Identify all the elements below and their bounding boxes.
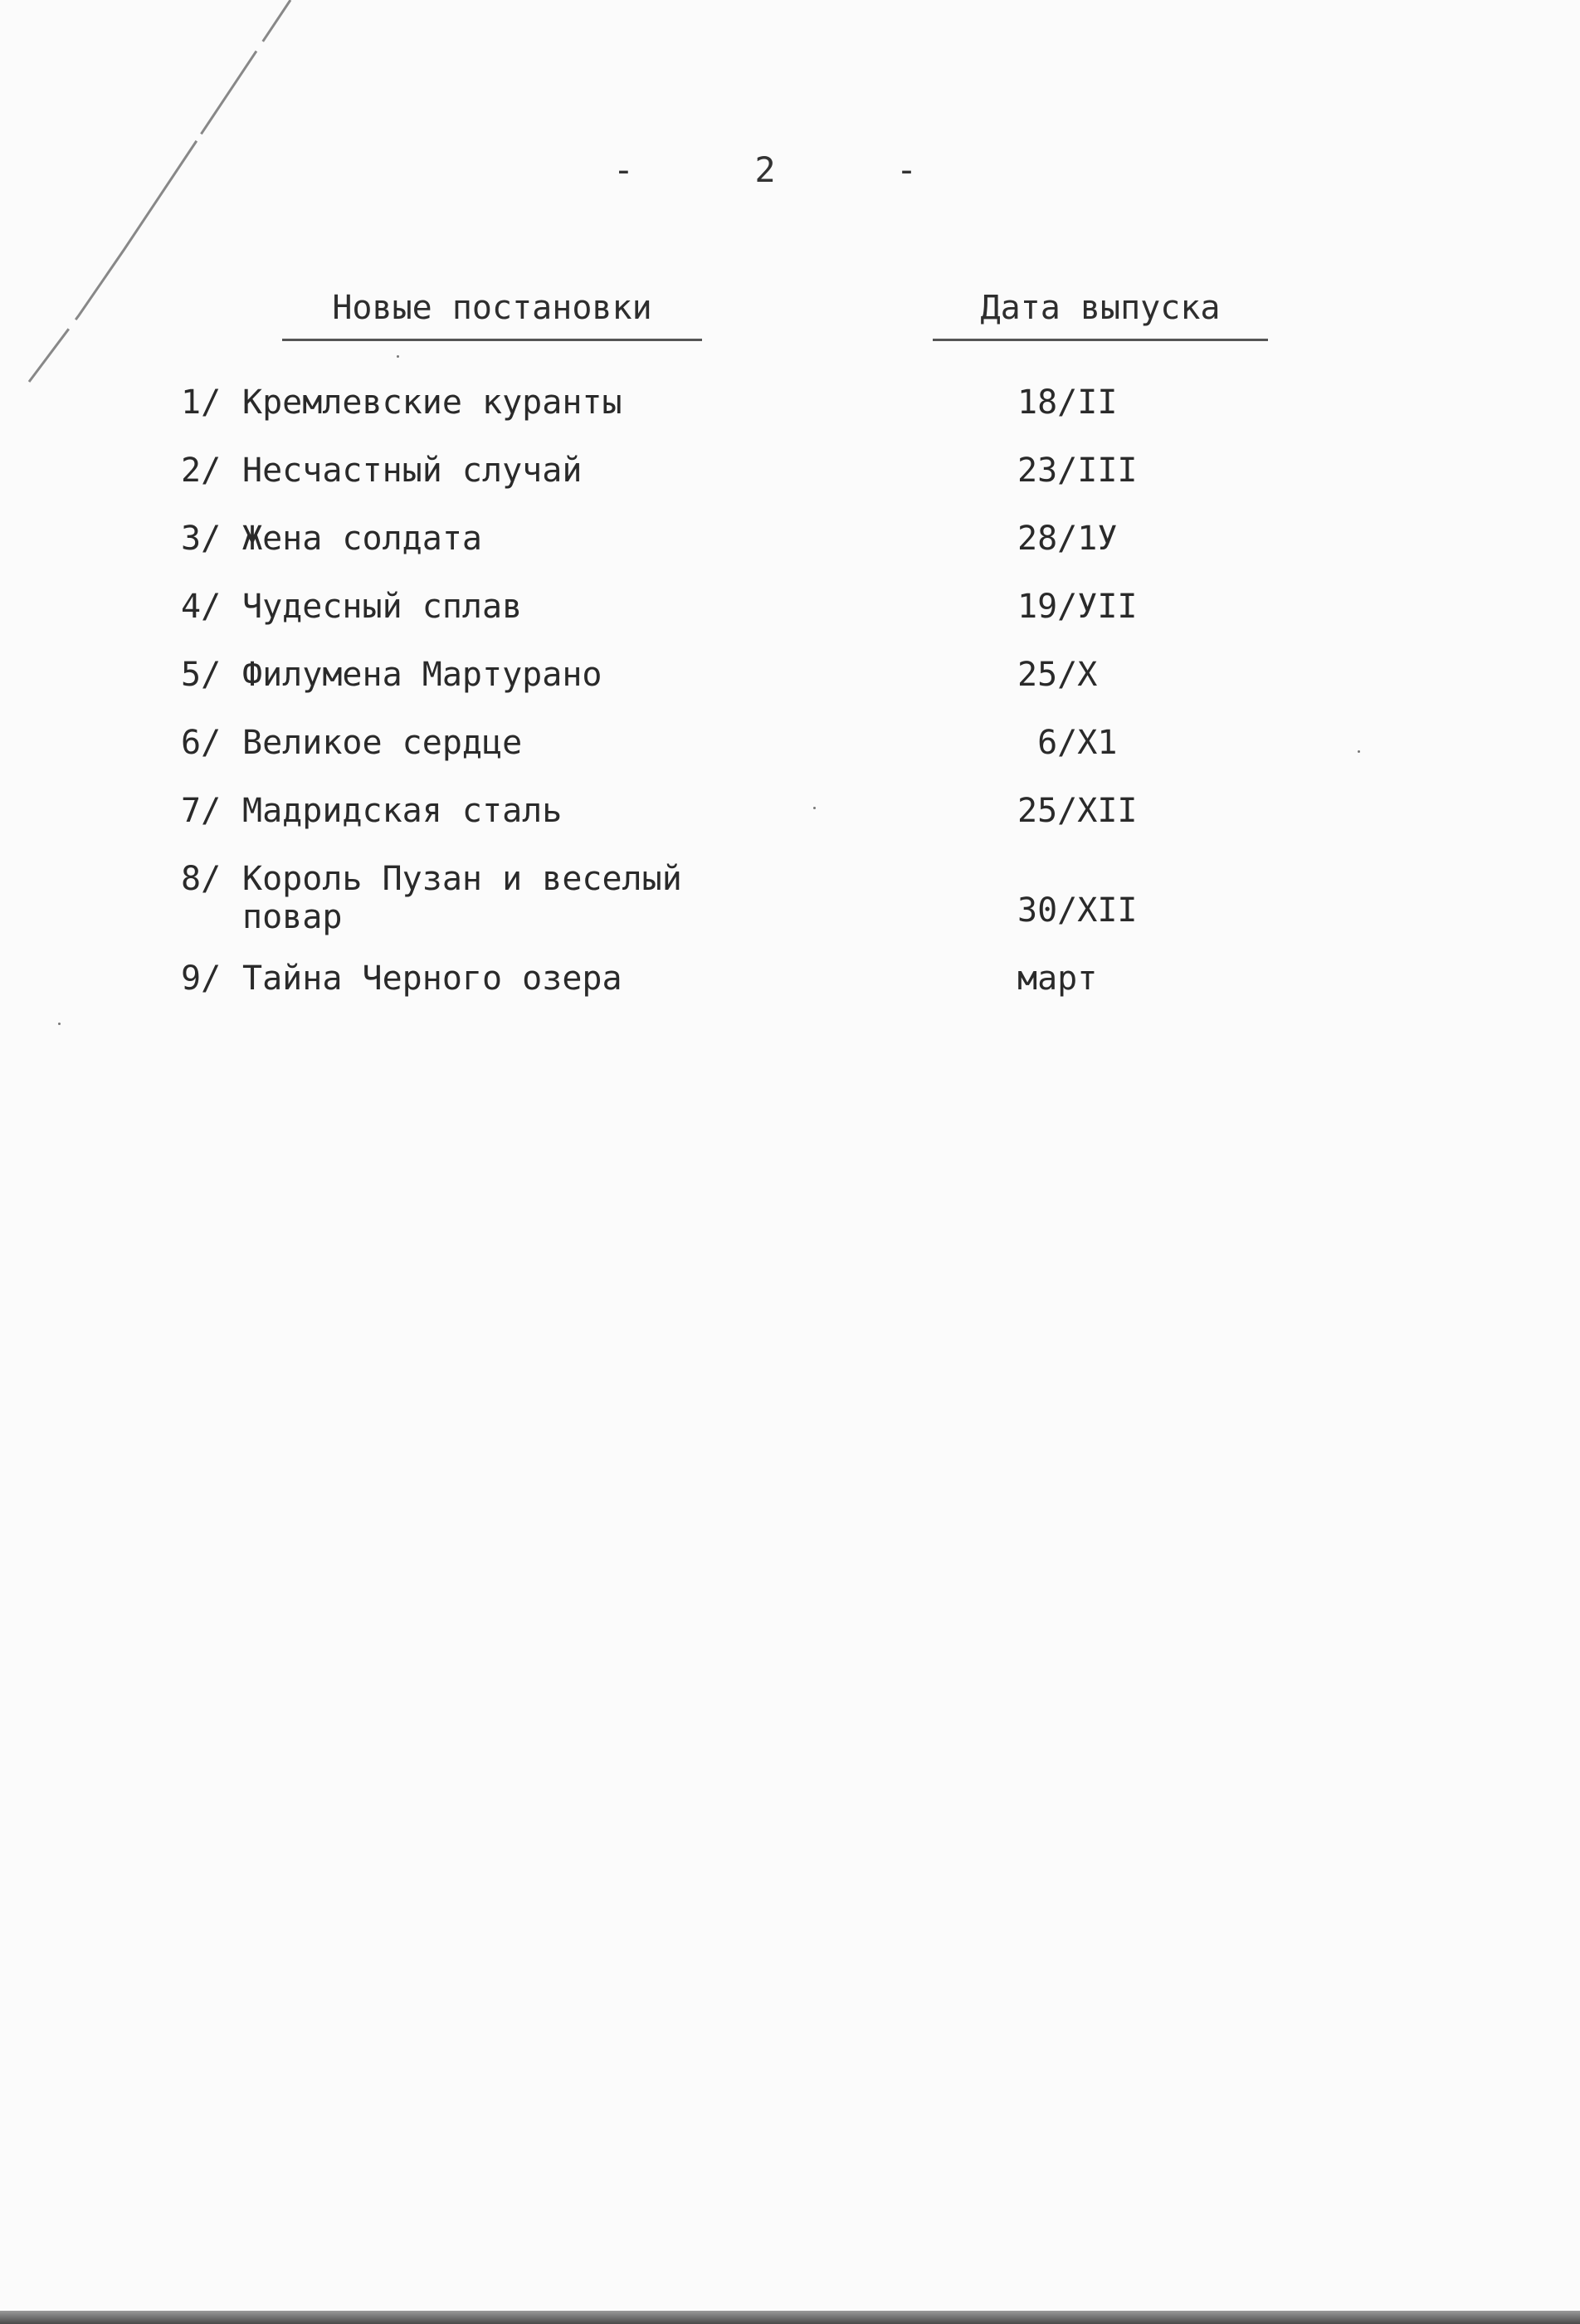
item-number: 2/ xyxy=(181,452,222,490)
production-title: Мадридская сталь xyxy=(242,792,563,830)
column-header-productions: Новые постановки xyxy=(282,289,702,341)
item-number: 6/ xyxy=(181,724,222,762)
production-title: Король Пузан и веселый повар xyxy=(242,860,682,936)
page-number: - 2 - xyxy=(612,149,968,190)
release-date: 25/XII xyxy=(1017,792,1138,830)
production-title: Тайна Черного озера xyxy=(242,959,622,998)
item-number: 4/ xyxy=(181,588,222,626)
production-title: Кремлевские куранты xyxy=(242,383,622,422)
item-number: 5/ xyxy=(181,656,222,694)
production-title: Чудесный сплав xyxy=(242,588,523,626)
release-date: 23/III xyxy=(1017,452,1138,490)
item-number: 1/ xyxy=(181,383,222,422)
production-title: Несчастный случай xyxy=(242,452,583,490)
paper-speck xyxy=(813,807,816,809)
release-date: 25/X xyxy=(1017,656,1098,694)
release-date: март xyxy=(1017,959,1098,998)
paper-speck xyxy=(58,1023,61,1025)
item-number: 7/ xyxy=(181,792,222,830)
item-number: 3/ xyxy=(181,520,222,558)
release-date: 30/XII xyxy=(1017,891,1138,930)
production-title: Филумена Мартурано xyxy=(242,656,602,694)
release-date: 18/II xyxy=(1017,383,1118,422)
column-header-release-date: Дата выпуска xyxy=(933,289,1268,341)
production-title: Жена солдата xyxy=(242,520,482,558)
release-date: 19/УII xyxy=(1017,588,1138,626)
release-date: 6/X1 xyxy=(1017,724,1118,762)
production-title: Великое сердце xyxy=(242,724,523,762)
scan-bottom-edge xyxy=(0,2311,1580,2324)
item-number: 8/ xyxy=(181,860,222,898)
paper-speck xyxy=(1358,750,1360,753)
paper-speck xyxy=(397,355,399,358)
release-date: 28/1У xyxy=(1017,520,1118,558)
item-number: 9/ xyxy=(181,959,222,998)
